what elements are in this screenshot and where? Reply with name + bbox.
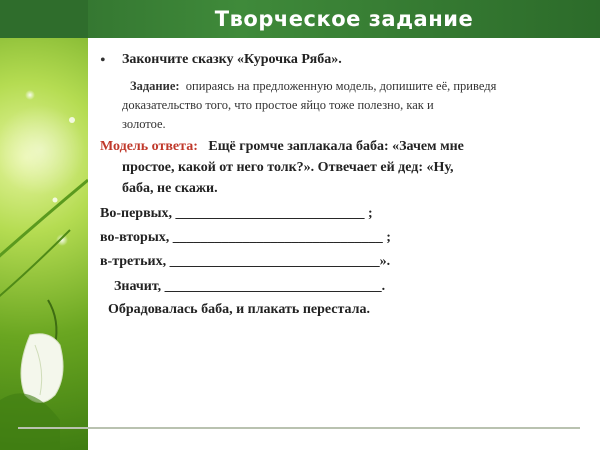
bullet-icon: •	[100, 52, 106, 69]
model-label: Модель ответа:	[100, 139, 198, 154]
flower-illustration	[0, 0, 88, 450]
model-line-3: баба, не скажи.	[122, 181, 218, 196]
line-final: Обрадовалась баба, и плакать перестала.	[108, 302, 371, 317]
model-line-1	[100, 139, 464, 155]
model-text-1: Ещё громче заплакала баба: «Зачем мне	[208, 139, 464, 154]
task-line-1	[130, 79, 496, 94]
bullet-text: Закончите сказку «Курочка Ряба».	[122, 52, 342, 67]
line-then: Значит, _______________________________.	[114, 279, 386, 294]
line-first: Во-первых, ___________________________ ;	[100, 206, 373, 221]
task-line-3: золотое.	[122, 117, 166, 131]
left-decoration	[0, 0, 88, 450]
task-label: Задание:	[130, 79, 180, 93]
model-line-2: простое, какой от него толк?». Отвечает ей дед: «Ну,	[122, 160, 454, 175]
slide-title: Творческое задание	[214, 7, 474, 31]
task-line-2: доказательство того, что простое яйцо тоже полезно, как и	[122, 98, 434, 112]
line-second: во-вторых, ______________________________ ;	[100, 230, 391, 245]
line-third: в-третьих, ______________________________».	[100, 254, 391, 269]
task-text-1: опираясь на предложенную модель, допишите её, приведя	[185, 79, 497, 93]
footer-divider	[18, 427, 580, 429]
